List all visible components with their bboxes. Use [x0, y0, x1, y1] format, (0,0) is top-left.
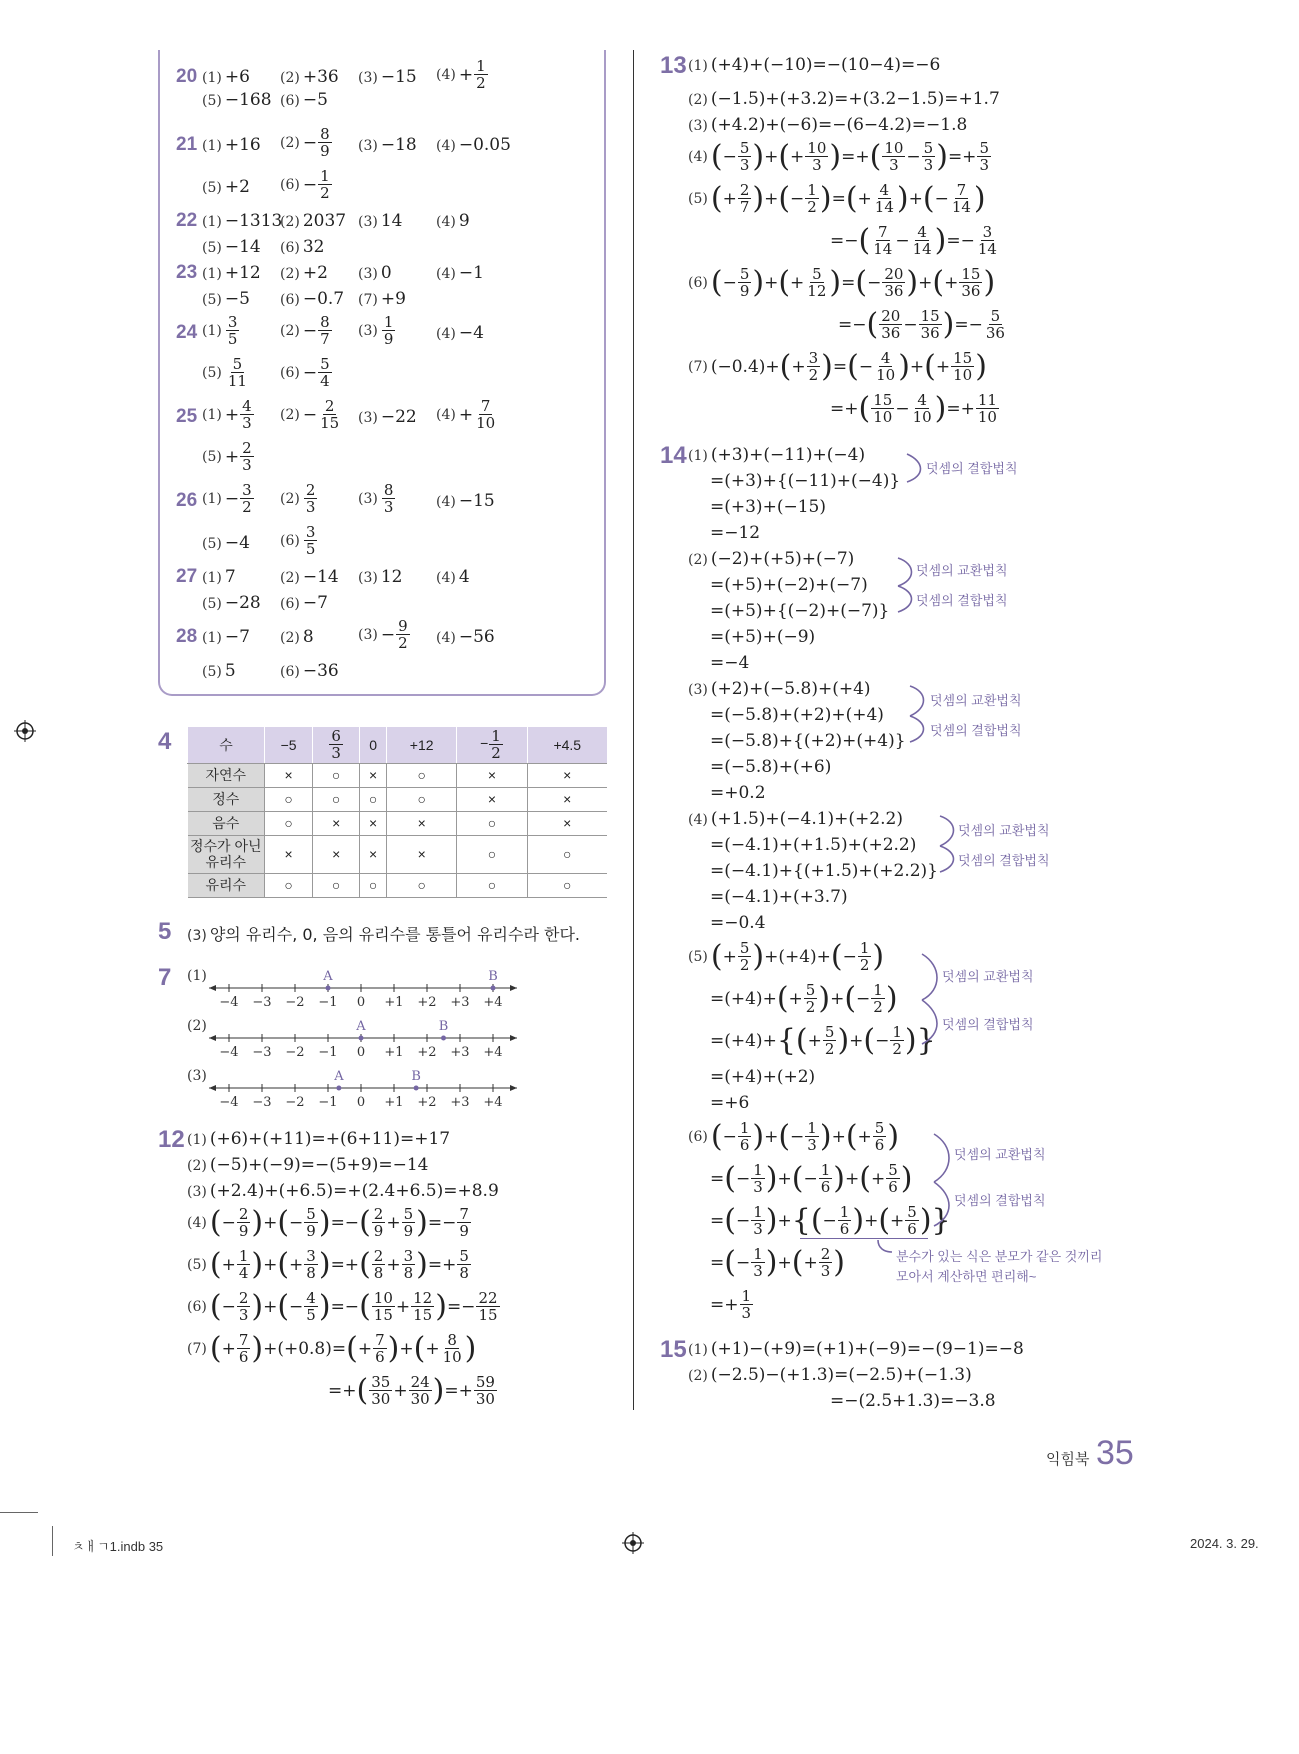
note-assoc-4: 덧셈의 결합법칙: [958, 853, 1050, 868]
table-row: 정수가 아닌 유리수 × × × × ○ ○: [188, 835, 608, 873]
point-label: A: [356, 1019, 366, 1034]
table-row: 음수 ○ × × × ○ ×: [188, 811, 608, 835]
q12-step-6: (6) ( − $\frac{2}{3}$ ) + ( − $\frac{4}{5}$ ) =− ( $\frac{10}{15}$ + $\frac{12}{15}$ ) =− $\frac{22}{15}$: [187, 1288, 498, 1324]
note-assoc-5: 덧셈의 결합법칙: [942, 1017, 1034, 1032]
point-label: B: [438, 1019, 449, 1034]
tip-note-2: 모아서 계산하면 편리해~: [896, 1269, 1037, 1284]
tick-label: +4: [483, 1045, 503, 1060]
q13-number: 13: [660, 52, 687, 79]
tick-label: −3: [252, 995, 272, 1010]
tick-label: −2: [285, 1045, 305, 1060]
registration-mark: [622, 1532, 644, 1554]
q26-number: 26: [176, 490, 198, 511]
point-label: A: [334, 1069, 344, 1084]
note-assoc-3: 덧셈의 결합법칙: [930, 723, 1022, 738]
table-row: 정수 ○ ○ ○ ○ × ×: [188, 787, 608, 811]
point-label: B: [411, 1069, 421, 1084]
crop-mark: [0, 1512, 38, 1513]
q7-number: 7: [158, 964, 172, 991]
tick-label: +1: [384, 1045, 404, 1060]
q28-number: 28: [176, 626, 198, 647]
tick-label: +1: [384, 1095, 404, 1110]
q13-step-2: (−1.5)+(+3.2)=+(3.2−1.5)=+1.7: [710, 89, 1000, 109]
tick-label: +2: [417, 995, 437, 1010]
q14-p6-line1: (6) ( − $\frac{1}{6}$ ) + ( − $\frac{1}{3}$ ) + ( + $\frac{5}{6}$ ): [688, 1118, 900, 1154]
q15-step-2: (−2.5)−(+1.3)=(−2.5)+(−1.3): [710, 1365, 972, 1385]
q14-number: 14: [660, 442, 687, 469]
note-comm-6: 덧셈의 교환법칙: [954, 1147, 1046, 1162]
q12-step-7: (7) ( + $\frac{7}{6}$ ) +(+0.8)= ( + $\frac{7}{6}$ ) + ( + $\frac{8}{10}$ ): [187, 1330, 477, 1366]
tick-label: −4: [219, 1045, 239, 1060]
tick-label: −2: [285, 1095, 305, 1110]
q20-number: 20: [176, 66, 198, 87]
q12-step-7b: =+ ( $\frac{35}{30}$ + $\frac{24}{30}$ ) =+ $\frac{59}{30}$: [328, 1372, 495, 1408]
tick-label: 0: [356, 995, 366, 1010]
q12-step-5: (5) ( + $\frac{1}{4}$ ) + ( + $\frac{3}{8}$ ) =+ ( $\frac{2}{8}$ + $\frac{3}{8}$ ) =+ $\frac{5}{8}$: [187, 1246, 469, 1282]
tick-label: +2: [417, 1045, 437, 1060]
book-title: 익힘북: [1046, 1451, 1090, 1468]
q15-step-1: (+1)−(+9)=(+1)+(−9)=−(9−1)=−8: [710, 1339, 1024, 1359]
q4-table: 수 −5 $\frac{6}{3}$ 0 +12 − $\frac{1}{2}$ +4.5 자연수 × ○ × ○ × × 정수 ○ ○ ○ ○ × × 음수 ○ × × × ○ × 정수가 아닌 유리수 × × × × ○ ○ 유리수 ○ ○ ○ ○ ○ ○: [187, 727, 607, 898]
q13-step-4: (4) ( − $\frac{5}{3}$ ) + ( + $\frac{10}{3}$ ) =+ ( $\frac{10}{3}$ − $\frac{5}{3}$ ) =+ $\frac{5}{3}$: [688, 138, 989, 174]
print-date: 2024. 3. 29.: [1190, 1536, 1259, 1551]
q25-number: 25: [176, 406, 198, 427]
tick-label: −3: [252, 1045, 272, 1060]
page-number: 35: [1096, 1434, 1134, 1472]
note-comm-2: 덧셈의 교환법칙: [916, 563, 1008, 578]
point-label: A: [323, 969, 333, 984]
tick-label: −1: [318, 1045, 338, 1060]
note-assoc-2: 덧셈의 결합법칙: [916, 593, 1008, 608]
q5-text: 양의 유리수, 0, 음의 유리수를 통틀어 유리수라 한다.: [209, 925, 581, 944]
tick-label: +4: [483, 995, 503, 1010]
q13-step-5: (5) ( + $\frac{2}{7}$ ) + ( − $\frac{1}{2}$ ) = ( + $\frac{4}{14}$ ) + ( − $\frac{7}{14}$ ): [688, 180, 986, 216]
q13-step-1: (+4)+(−10)=−(10−4)=−6: [710, 55, 941, 75]
q14-p6-line4: = ( − $\frac{1}{3}$ ) + ( + $\frac{2}{3}$ ): [710, 1244, 845, 1280]
point-label: B: [488, 969, 498, 984]
tick-label: −1: [318, 1095, 338, 1110]
q13-step-3: (+4.2)+(−6)=−(6−4.2)=−1.8: [710, 115, 968, 135]
q21-number: 21: [176, 134, 198, 155]
q13-step-6b: =− ( $\frac{20}{36}$ − $\frac{15}{36}$ ) =− $\frac{5}{36}$: [838, 306, 1005, 342]
tick-label: −4: [219, 995, 239, 1010]
q13-step-6: (6) ( − $\frac{5}{9}$ ) + ( + $\frac{5}{12}$ ) = ( − $\frac{20}{36}$ ) + ( + $\frac{15}{36}$ ): [688, 264, 996, 300]
tick-label: +3: [450, 1095, 470, 1110]
q14-p6-line2: = ( − $\frac{1}{3}$ ) + ( − $\frac{1}{6}$ ) + ( + $\frac{5}{6}$ ): [710, 1160, 913, 1196]
tick-label: −1: [318, 995, 338, 1010]
q14-p5-line3: =(+4)+ { ( + $\frac{5}{2}$ ) + ( − $\frac{1}{2}$ ) }: [710, 1022, 936, 1058]
q23-number: 23: [176, 262, 198, 283]
q14-p6-line3: = ( − $\frac{1}{3}$ ) + { ( − $\frac{1}{6}$ ) + ( + $\frac{5}{6}$ ) }: [710, 1202, 951, 1238]
q15-step-2b: =−(2.5+1.3)=−3.8: [830, 1391, 996, 1411]
tick-label: +4: [483, 1095, 503, 1110]
file-info: ㅊㅐㄱ1.indb 35: [72, 1539, 164, 1554]
crop-mark: [52, 1526, 53, 1556]
table-row: 자연수 × ○ × ○ × ×: [188, 763, 608, 787]
q24-number: 24: [176, 322, 198, 343]
q12-step-2: (−5)+(−9)=−(5+9)=−14: [209, 1155, 429, 1175]
q12-step-3: (+2.4)+(+6.5)=+(2.4+6.5)=+8.9: [209, 1181, 499, 1201]
q4-number: 4: [158, 728, 172, 755]
q13-step-7b: =+ ( $\frac{15}{10}$ − $\frac{4}{10}$ ) =+ $\frac{11}{10}$: [830, 390, 997, 426]
q27-number: 27: [176, 566, 198, 587]
q12-step-4: (4) ( − $\frac{2}{9}$ ) + ( − $\frac{5}{9}$ ) =− ( $\frac{2}{9}$ + $\frac{5}{9}$ ) =− $\frac{7}{9}$: [187, 1204, 469, 1240]
tick-label: 0: [356, 1045, 366, 1060]
q15-number: 15: [660, 1336, 687, 1363]
note-comm-4: 덧셈의 교환법칙: [958, 823, 1050, 838]
table-row: 유리수 ○ ○ ○ ○ ○ ○: [188, 873, 608, 897]
q13-step-5b: =− ( $\frac{7}{14}$ − $\frac{4}{14}$ ) =− $\frac{3}{14}$: [830, 222, 997, 258]
tick-label: −2: [285, 995, 305, 1010]
note-comm-3: 덧셈의 교환법칙: [930, 693, 1022, 708]
q20-a2: +36: [302, 66, 339, 87]
q14-p6-line5: =+ $\frac{1}{3}$: [710, 1287, 752, 1322]
q20-a1: +6: [224, 66, 250, 87]
tick-label: +1: [384, 995, 404, 1010]
q12-number: 12: [158, 1126, 185, 1153]
q5-number: 5: [158, 918, 172, 945]
note-assoc-1: 덧셈의 결합법칙: [926, 461, 1018, 476]
q12-step-1: (+6)+(+11)=+(6+11)=+17: [209, 1129, 451, 1149]
tick-label: 0: [356, 1095, 366, 1110]
tick-label: +2: [417, 1095, 437, 1110]
tick-label: +3: [450, 995, 470, 1010]
tip-note: 분수가 있는 식은 분모가 같은 것끼리: [896, 1249, 1103, 1264]
note-assoc-6: 덧셈의 결합법칙: [954, 1193, 1046, 1208]
tick-label: −3: [252, 1095, 272, 1110]
q14-p5-line1: (5) ( + $\frac{5}{2}$ ) +(+4)+ ( − $\frac{1}{2}$ ): [688, 938, 885, 974]
q14-p5-line2: =(+4)+ ( + $\frac{5}{2}$ ) + ( − $\frac{1}{2}$ ): [710, 980, 898, 1016]
q22-number: 22: [176, 210, 198, 231]
q13-step-7: (7) (−0.4)+ ( + $\frac{3}{2}$ ) = ( − $\frac{4}{10}$ ) + ( + $\frac{15}{10}$ ): [688, 348, 987, 384]
q20-a3: −15: [380, 66, 417, 87]
note-comm-5: 덧셈의 교환법칙: [942, 969, 1034, 984]
tick-label: +3: [450, 1045, 470, 1060]
tick-label: −4: [219, 1095, 239, 1110]
